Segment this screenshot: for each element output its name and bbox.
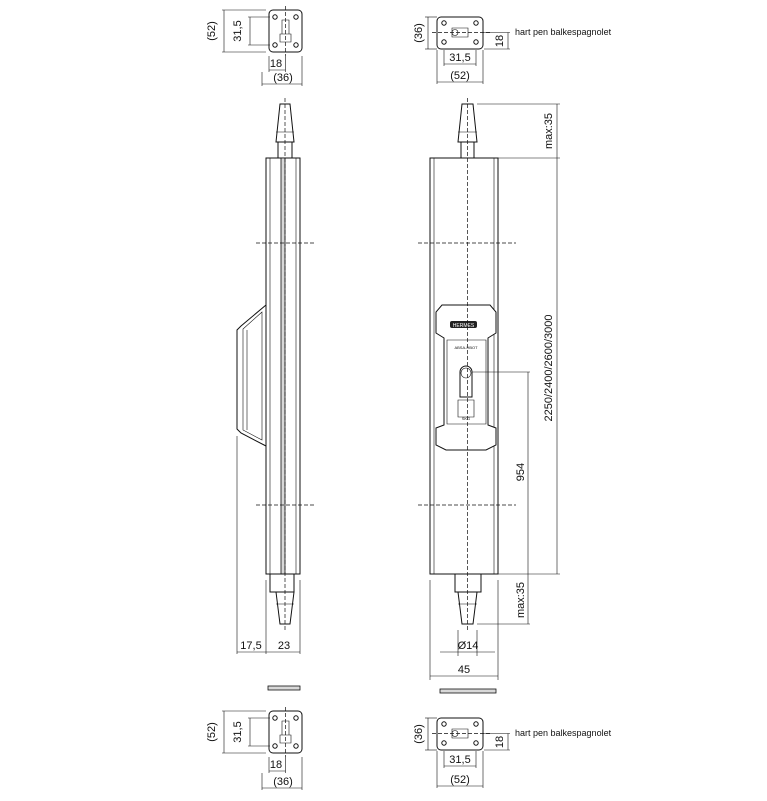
side-width-label: 23: [277, 640, 291, 652]
top-right-width-label: (52): [450, 70, 470, 82]
bottom-right-height-label: (36): [413, 724, 425, 744]
side-view: [237, 98, 315, 654]
bottom-right-spacing-label: 31,5: [449, 754, 471, 766]
handle-small-label: SKG: [461, 416, 471, 421]
side-section-bar: [268, 686, 300, 690]
top-right-spacing-label: 31,5: [449, 52, 471, 64]
bottom-left-spacing-label: 31,5: [232, 721, 244, 743]
bottom-right-width-label: (52): [450, 774, 470, 786]
length-options-label: 2250/2400/2600/3000: [543, 314, 555, 422]
top-left-spacing-label: 31,5: [232, 20, 244, 42]
handle-text-label: ABSA-HBOT: [454, 345, 478, 350]
bottom-left-width-label: (36): [273, 776, 293, 788]
top-left-width-label: (36): [273, 72, 293, 84]
max-top-label: max:35: [543, 112, 555, 150]
front-view: [418, 98, 560, 680]
top-right-height-label: (36): [413, 23, 425, 43]
side-offset-label: 17,5: [240, 640, 262, 652]
top-note-label: hart pen balkespagnolet: [515, 27, 612, 37]
bottom-right-side-label: 18: [494, 735, 506, 749]
bottom-left-height-label: (52): [206, 722, 218, 742]
front-width-label: 45: [457, 664, 471, 676]
bottom-left-inner-width-label: 18: [269, 759, 283, 771]
front-section-bar: [440, 689, 496, 693]
handle-height-label: 954: [515, 462, 527, 482]
max-bottom-label: max:35: [515, 581, 527, 619]
bottom-note-label: hart pen balkespagnolet: [515, 728, 612, 738]
pin-diameter-label: Ø14: [457, 640, 479, 652]
brand-label: HERMES: [452, 323, 475, 329]
top-left-height-label: (52): [206, 21, 218, 41]
top-left-inner-width-label: 18: [269, 58, 283, 70]
top-right-side-label: 18: [494, 34, 506, 48]
